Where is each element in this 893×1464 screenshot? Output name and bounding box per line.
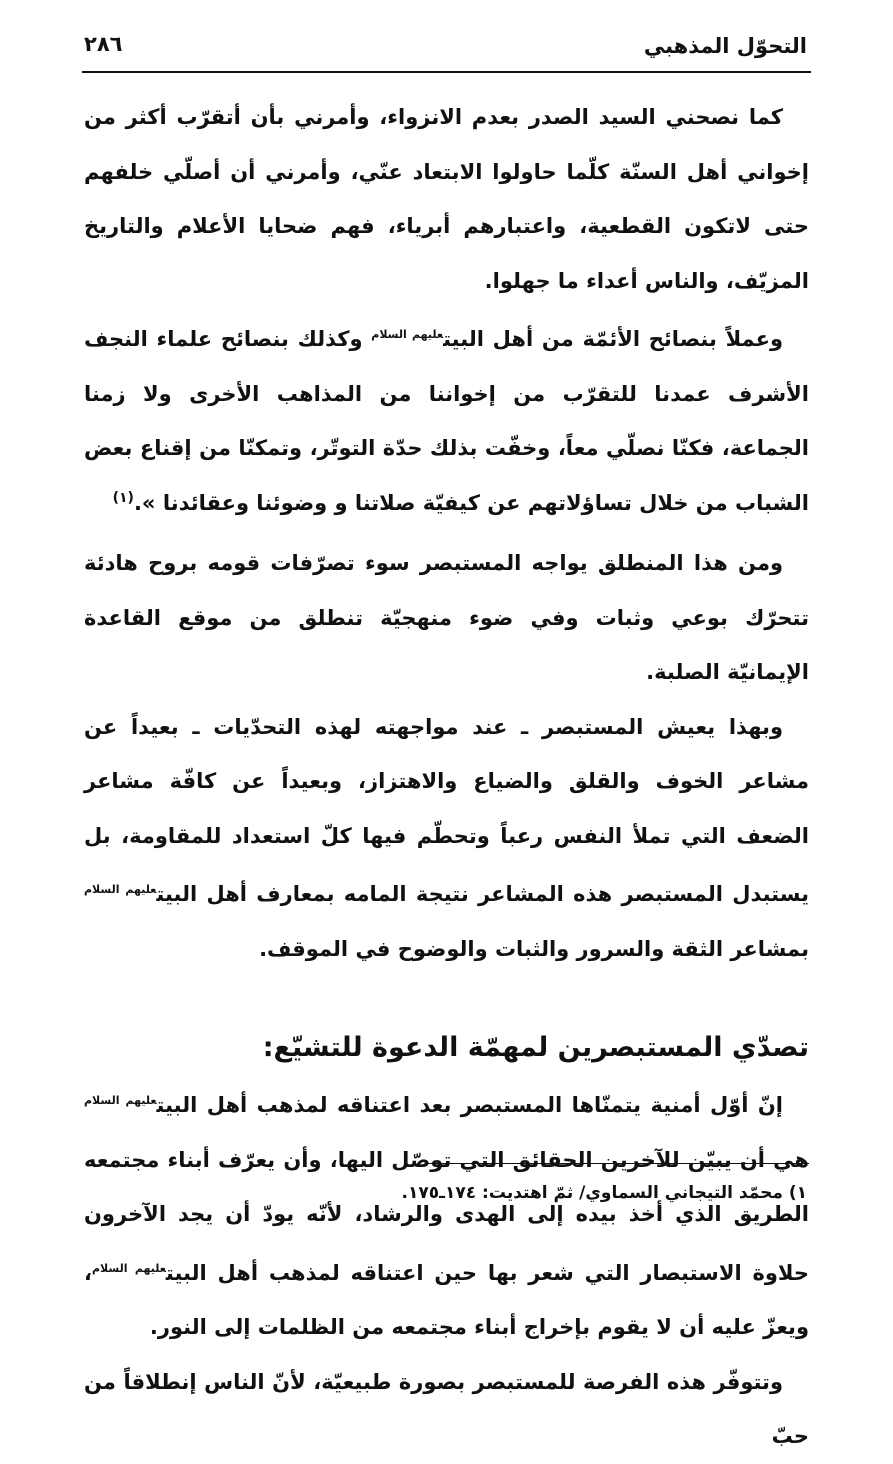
paragraph-5-part-a: إنّ أوّل أمنية يتمنّاها المستبصر بعد اعتناقه لمذهب أهل البيت bbox=[156, 1093, 783, 1117]
honorific-mark: عليهم السلام bbox=[84, 883, 157, 896]
footnote: ١) محمّد التيجاني السماوي/ ثمّ اهتديت: ١٧٤ـ١٧٥. bbox=[401, 1183, 807, 1203]
paragraph-quote-2-rest: وكذلك بنصائح علماء النجف الأشرف عمدنا للتقرّب من إخواننا من المذاهب الأخرى ولا زمنا الجماعة، فكنّا نصلّي معاً، وخفّت بذلك حدّة التوتّر، وتمكنّا من إقناع بعض الشباب من خلال تساؤلاتهم عن كيفيّة صلاتنا و وضوئنا وعقائدنا bbox=[84, 327, 809, 515]
paragraph-4-rest: بمشاعر الثقة والسرور والثبات والوضوح في الموقف. bbox=[259, 936, 809, 961]
main-text bbox=[84, 90, 809, 1464]
paragraph-5-part-c: ، ويعزّ عليه أن لا يقوم بإخراج أبناء مجتمعه من الظلمات إلى النور. bbox=[84, 1260, 809, 1339]
honorific-mark: عليهم السلام bbox=[371, 328, 444, 341]
paragraph-quote-1: كما نصحني السيد الصدر بعدم الانزواء، وأمرني بأن أتقرّب أكثر من إخواني أهل السنّة كلّما حاولوا الابتعاد عنّي، وأمرني أن أصلّي خلفهم حتى لاتكون القطعية، واعتبارهم أبرياء، فهم ضحايا الأعلام والتاريخ المزيّف، والناس أعداء ما جهلوا. bbox=[84, 105, 809, 293]
paragraph-6: وتتوفّر هذه الفرصة للمستبصر بصورة طبيعيّة، لأنّ الناس إنطلاقاً من حبّ bbox=[84, 1369, 809, 1448]
paragraph-4-start: وبهذا يعيش المستبصر ـ عند مواجهته لهذه التحدّيات ـ بعيداً عن مشاعر الخوف والقلق والضياع والاهتزاز، وبعيداً عن كافّة مشاعر الضعف التي تملأ النفس رعباً وتحطّم فيها كلّ استعداد للمقاومة، بل يستبدل المستبصر هذه المشاعر نتيجة المامه بمعارف أهل البيت bbox=[84, 714, 809, 906]
paragraph-quote-2 bbox=[84, 308, 809, 530]
paragraph-3: ومن هذا المنطلق يواجه المستبصر سوء تصرّفات قومه بروح هادئة تتحرّك بوعي وثبات وفي ضوء منهجيّة تنطلق من موقع القاعدة الإيمانيّة الصلبة. bbox=[84, 551, 809, 684]
paragraph-5 bbox=[84, 1074, 809, 1355]
footnote-divider bbox=[428, 1163, 809, 1164]
paragraph-5-part-b: هي أن يبيّن للآخرين الحقائق التي توصّل اليها، وأن يعرّف أبناء مجتمعه الطريق الذي أخذ بيده إلى الهدى والرشاد، لأنّه يودّ أن يجد الآخرون حلاوة الاستبصار التي شعر بها حين اعتناقه لمذهب أهل البيت bbox=[84, 1147, 809, 1285]
section-heading: تصدّي المستبصرين لمهمّة الدعوة للتشيّع: bbox=[262, 1032, 809, 1063]
paragraph-quote-2-start: وعملاً بنصائح الأئمّة من أهل البيت bbox=[443, 327, 783, 351]
paragraph-4 bbox=[84, 700, 809, 977]
quote-close: ». bbox=[133, 490, 156, 515]
footnote-reference[interactable]: (١) bbox=[112, 489, 134, 506]
page-number: ٢٨٦ bbox=[84, 32, 123, 56]
book-title: التحوّل المذهبي bbox=[643, 34, 807, 58]
honorific-mark: عليهم السلام bbox=[84, 1094, 157, 1107]
honorific-mark: عليهم السلام bbox=[91, 1261, 166, 1275]
running-header bbox=[84, 28, 807, 68]
header-divider bbox=[82, 71, 811, 73]
